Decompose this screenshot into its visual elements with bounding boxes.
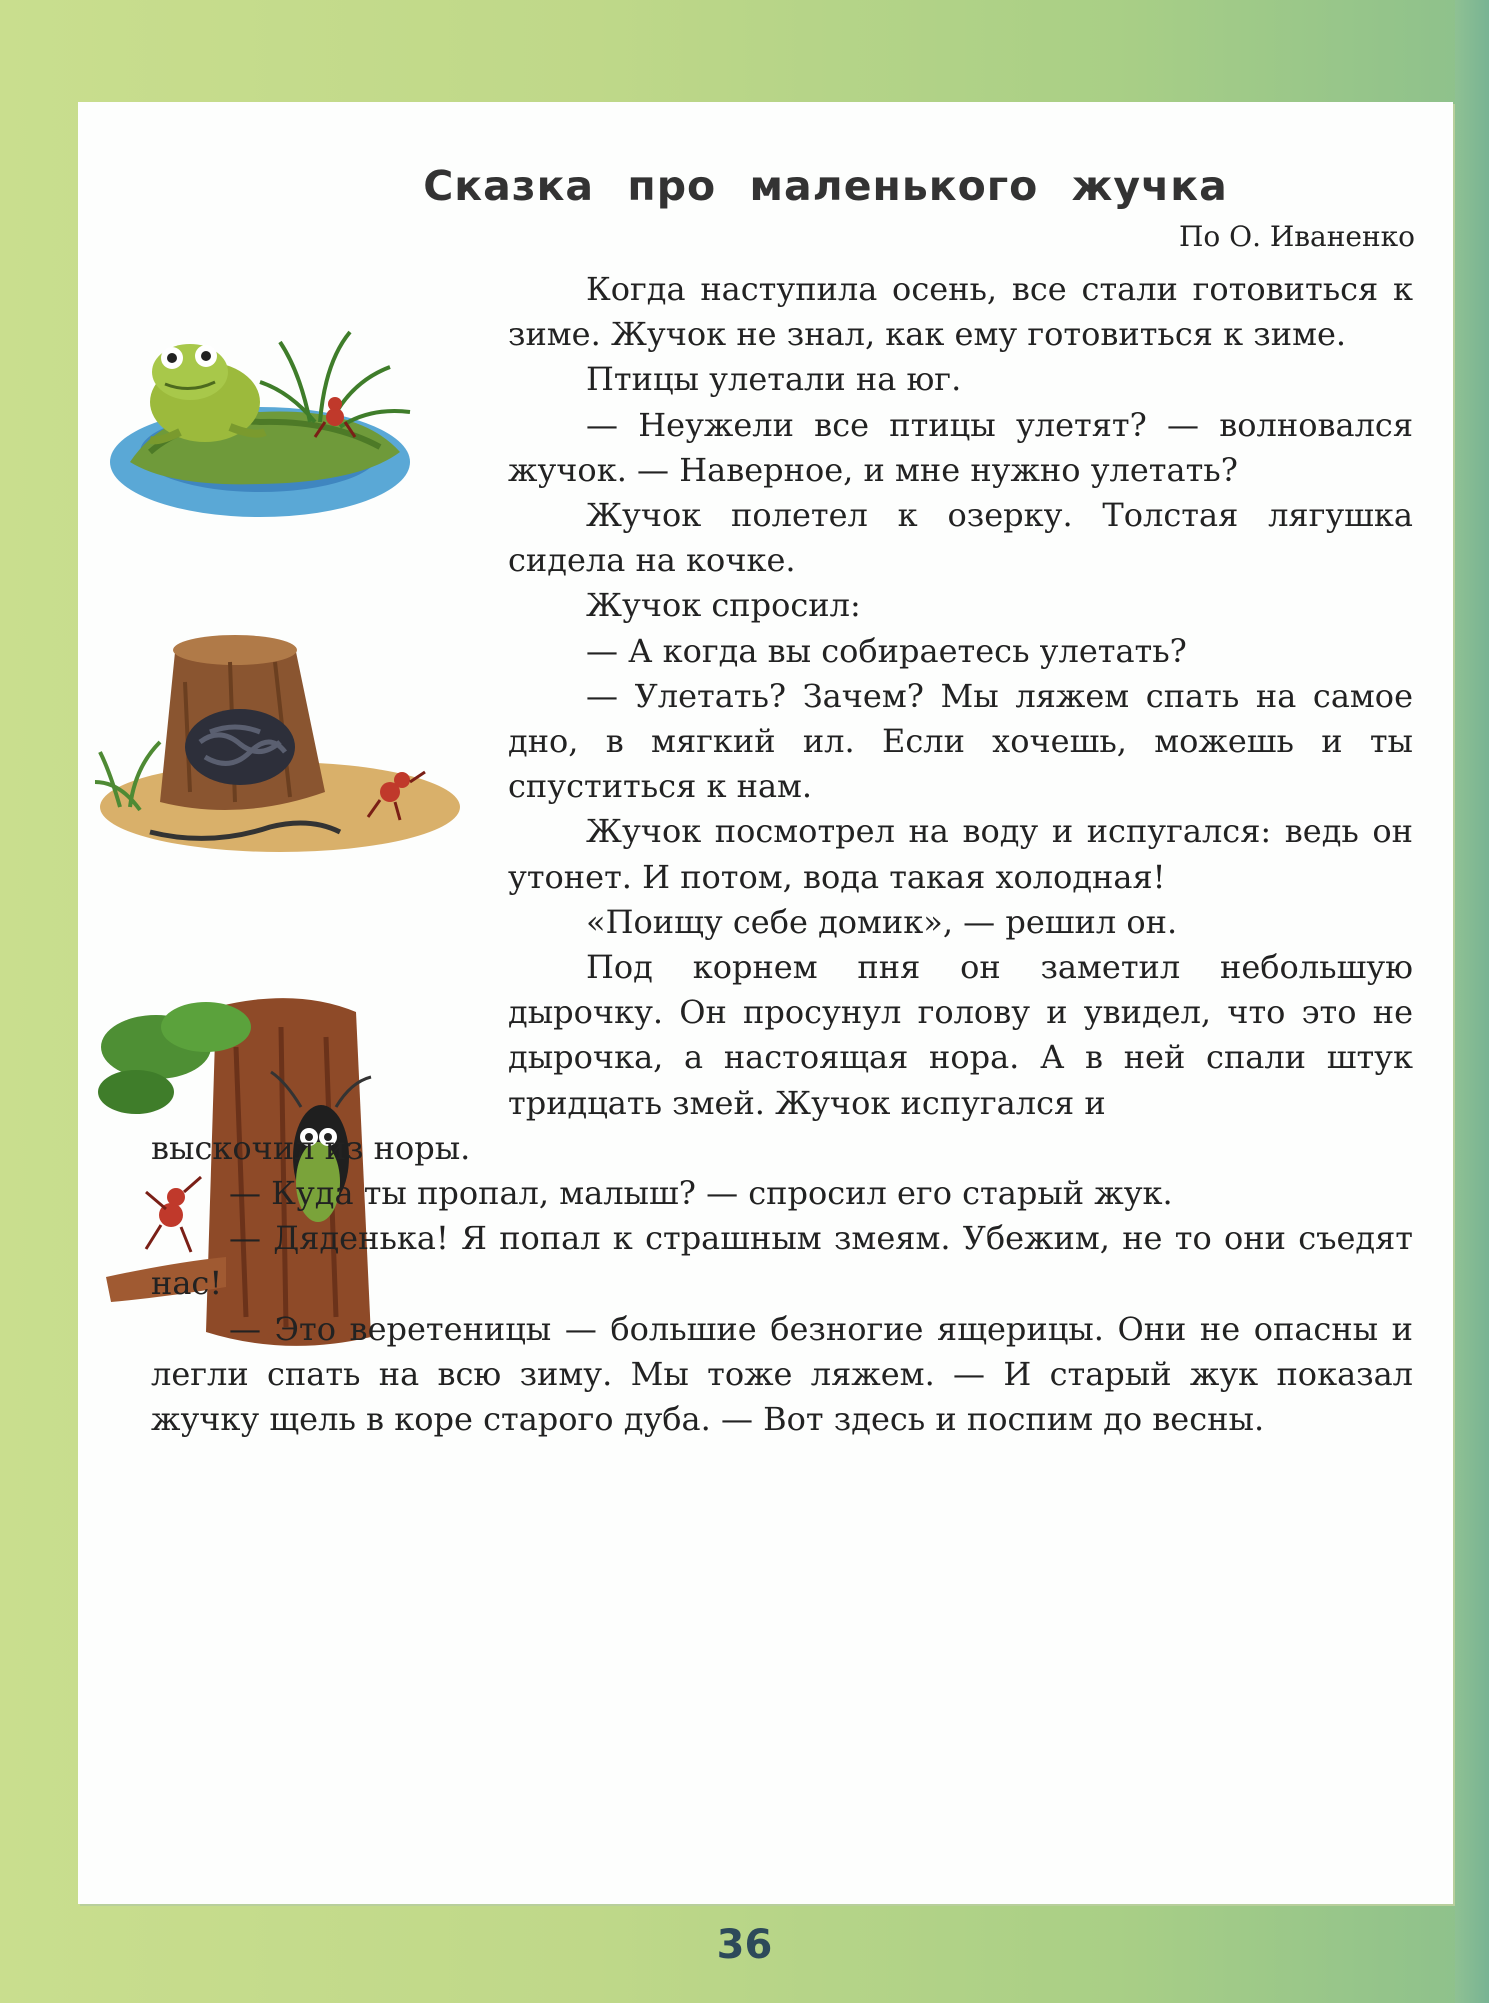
paragraph: «Поищу себе домик», — решил он. bbox=[586, 902, 1178, 941]
stump-with-snakes-illustration bbox=[90, 632, 460, 862]
paragraph: — Куда ты пропал, малыш? — спросил его старый жук. bbox=[229, 1174, 1173, 1213]
page-edge bbox=[1455, 0, 1489, 2003]
paragraph: Под корнем пня он заметил небольшую дырочку. Он просунул голову и увидел, что это не дырочка, а настоящая нора. А в ней спали штук тридцать змей. Жучок испугался и bbox=[508, 948, 1413, 1122]
book-page bbox=[78, 102, 1453, 1904]
paragraph: Жучок полетел к озерку. Толстая лягушка сидела на кочке. bbox=[508, 496, 1413, 580]
paragraph: — Неужели все птицы улетят? — волновался жучок. — Наверное, и мне нужно улетать? bbox=[508, 405, 1413, 489]
story-text bbox=[151, 267, 1413, 1442]
page-number: 36 bbox=[716, 1922, 773, 1968]
paragraph: Жучок спросил: bbox=[586, 586, 861, 625]
paragraph: — Улетать? Зачем? Мы ляжем спать на самое дно, в мягкий ил. Если хочешь, можешь и ты спуститься к нам. bbox=[508, 676, 1413, 806]
paragraph: — Дяденька! Я попал к страшным змеям. Убежим, не то они съедят нас! bbox=[151, 1219, 1413, 1303]
frog-on-hummock-illustration bbox=[110, 312, 450, 542]
paragraph: Когда наступила осень, все стали готовиться к зиме. Жучок не знал, как ему готовиться к зиме. bbox=[508, 270, 1413, 354]
paragraph: Птицы улетали на юг. bbox=[586, 360, 962, 399]
paragraph: Жучок посмотрел на воду и испугался: ведь он утонет. И потом, вода такая холодная! bbox=[508, 812, 1413, 896]
paragraph: — А когда вы собираетесь улетать? bbox=[586, 631, 1187, 670]
story-title: Сказка про маленького жучка bbox=[423, 162, 1228, 210]
story-author: По О. Иваненко bbox=[1178, 220, 1415, 253]
paragraph: выскочил из норы. bbox=[151, 1128, 471, 1167]
paragraph: — Это веретеницы — большие безногие ящерицы. Они не опасны и легли спать на всю зиму. Мы тоже ляжем. — И старый жук показал жучку щель в коре старого дуба. — Вот здесь и поспим до весны. bbox=[151, 1309, 1413, 1439]
